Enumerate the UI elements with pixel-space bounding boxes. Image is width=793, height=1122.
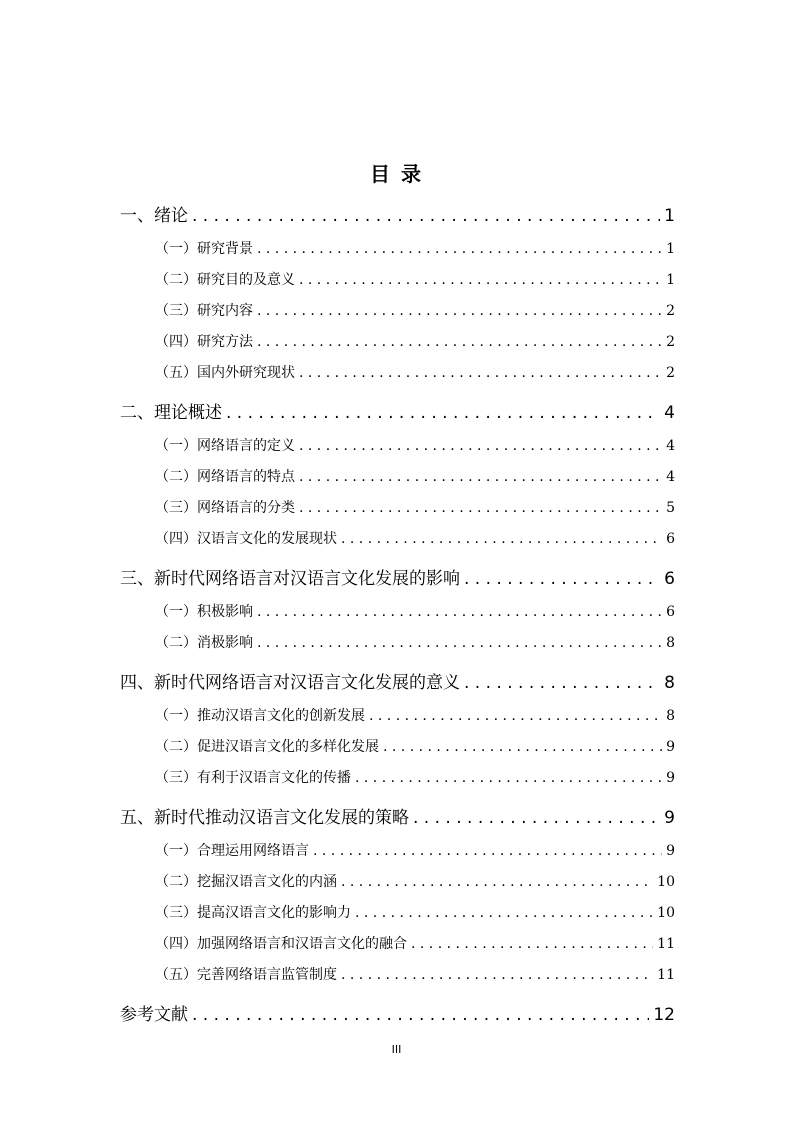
dot-leader (341, 874, 653, 890)
toc-entry-references[interactable] (120, 1000, 675, 1025)
toc-label: 参考文献 (120, 1005, 188, 1025)
toc-label: （一）推动汉语言文化的创新发展 (155, 708, 365, 724)
toc-label: （五）国内外研究现状 (155, 365, 295, 381)
toc-page-number: 9 (666, 770, 675, 786)
toc-label: （二）网络语言的特点 (155, 469, 295, 485)
toc-label: （四）汉语言文化的发展现状 (155, 531, 337, 547)
dot-leader (257, 334, 662, 350)
toc-label: （二）促进汉语言文化的多样化发展 (155, 739, 379, 755)
dot-leader (341, 531, 662, 547)
toc-page-number: 11 (657, 936, 675, 952)
toc-label: （一）合理运用网络语言 (155, 843, 309, 859)
toc-label: （二）挖掘汉语言文化的内涵 (155, 874, 337, 890)
toc-label: （一）研究背景 (155, 241, 253, 257)
toc-label: （二）研究目的及意义 (155, 272, 295, 288)
dot-leader (192, 206, 660, 226)
toc-page-number: 4 (666, 438, 675, 454)
dot-leader (299, 500, 662, 516)
toc-label: （四）加强网络语言和汉语言文化的融合 (155, 936, 407, 952)
toc-label: （四）研究方法 (155, 334, 253, 350)
dot-leader (411, 936, 653, 952)
toc-entry-5-2[interactable] (120, 871, 675, 891)
toc-entry-3-1[interactable] (120, 601, 675, 621)
toc-label: （二）消极影响 (155, 635, 253, 651)
toc-page-number: 4 (664, 403, 675, 423)
toc-entry-1[interactable] (120, 201, 675, 226)
toc-page-number: 1 (666, 272, 675, 288)
dot-leader (257, 241, 662, 257)
dot-leader (464, 569, 660, 589)
toc-label: （三）提高汉语言文化的影响力 (155, 905, 351, 921)
toc-entry-2-3[interactable] (120, 497, 675, 517)
toc-label: （一）积极影响 (155, 604, 253, 620)
dot-leader (257, 604, 662, 620)
toc-entry-1-5[interactable] (120, 362, 675, 382)
dot-leader (299, 438, 662, 454)
toc-entry-5-4[interactable] (120, 933, 675, 953)
toc-entry-4-3[interactable] (120, 767, 675, 787)
dot-leader (299, 469, 662, 485)
dot-leader (383, 739, 662, 755)
toc-label: （三）有利于汉语言文化的传播 (155, 770, 351, 786)
toc-page-number: 10 (657, 905, 675, 921)
dot-leader (192, 1005, 649, 1025)
toc-label: 一、绪论 (120, 206, 188, 226)
dot-leader (341, 967, 653, 983)
toc-page-number: 10 (657, 874, 675, 890)
toc-entry-2[interactable] (120, 398, 675, 423)
page-footer-number: III (391, 1043, 402, 1056)
toc-entry-1-4[interactable] (120, 331, 675, 351)
dot-leader (313, 843, 662, 859)
toc-page-number: 12 (653, 1005, 675, 1025)
toc-page-number: 2 (666, 303, 675, 319)
toc-entry-2-2[interactable] (120, 466, 675, 486)
dot-leader (369, 708, 662, 724)
toc-page-number: 2 (666, 334, 675, 350)
toc-page-number: 1 (664, 206, 675, 226)
toc-page-number: 1 (666, 241, 675, 257)
toc-page-number: 5 (666, 500, 675, 516)
toc-label: 四、新时代网络语言对汉语言文化发展的意义 (120, 673, 460, 693)
toc-entry-4-1[interactable] (120, 705, 675, 725)
toc-entry-5-1[interactable] (120, 840, 675, 860)
toc-label: （三）网络语言的分类 (155, 500, 295, 516)
toc-label: （一）网络语言的定义 (155, 438, 295, 454)
toc-entry-5-5[interactable] (120, 964, 675, 984)
toc-entry-1-2[interactable] (120, 269, 675, 289)
dot-leader (355, 770, 662, 786)
dot-leader (226, 403, 660, 423)
toc-page-number: 9 (664, 808, 675, 828)
toc-page-number: 6 (666, 531, 675, 547)
toc-entry-5[interactable] (120, 803, 675, 828)
toc-page-number: 6 (664, 569, 675, 589)
toc-page-number: 8 (664, 673, 675, 693)
toc-entry-2-1[interactable] (120, 435, 675, 455)
toc-page-number: 6 (666, 604, 675, 620)
toc-entry-3-2[interactable] (120, 632, 675, 652)
dot-leader (299, 272, 662, 288)
toc-page-number: 8 (666, 708, 675, 724)
toc-label: 五、新时代推动汉语言文化发展的策略 (120, 808, 409, 828)
dot-leader (257, 635, 662, 651)
toc-label: 二、理论概述 (120, 403, 222, 423)
toc-entry-1-3[interactable] (120, 300, 675, 320)
page-title: 目 录 (370, 162, 423, 186)
toc-page-number: 8 (666, 635, 675, 651)
dot-leader (413, 808, 660, 828)
toc-entry-2-4[interactable] (120, 528, 675, 548)
toc-page-number: 4 (666, 469, 675, 485)
dot-leader (299, 365, 662, 381)
toc-label: （五）完善网络语言监管制度 (155, 967, 337, 983)
toc-label: （三）研究内容 (155, 303, 253, 319)
toc-page-number: 9 (666, 739, 675, 755)
toc-page-number: 2 (666, 365, 675, 381)
dot-leader (355, 905, 653, 921)
toc-entry-5-3[interactable] (120, 902, 675, 922)
toc-label: 三、新时代网络语言对汉语言文化发展的影响 (120, 569, 460, 589)
toc-page-number: 9 (666, 843, 675, 859)
toc-entry-4[interactable] (120, 668, 675, 693)
dot-leader (464, 673, 660, 693)
toc-entry-1-1[interactable] (120, 238, 675, 258)
toc-entry-3[interactable] (120, 564, 675, 589)
dot-leader (257, 303, 662, 319)
toc-entry-4-2[interactable] (120, 736, 675, 756)
toc-page-number: 11 (657, 967, 675, 983)
